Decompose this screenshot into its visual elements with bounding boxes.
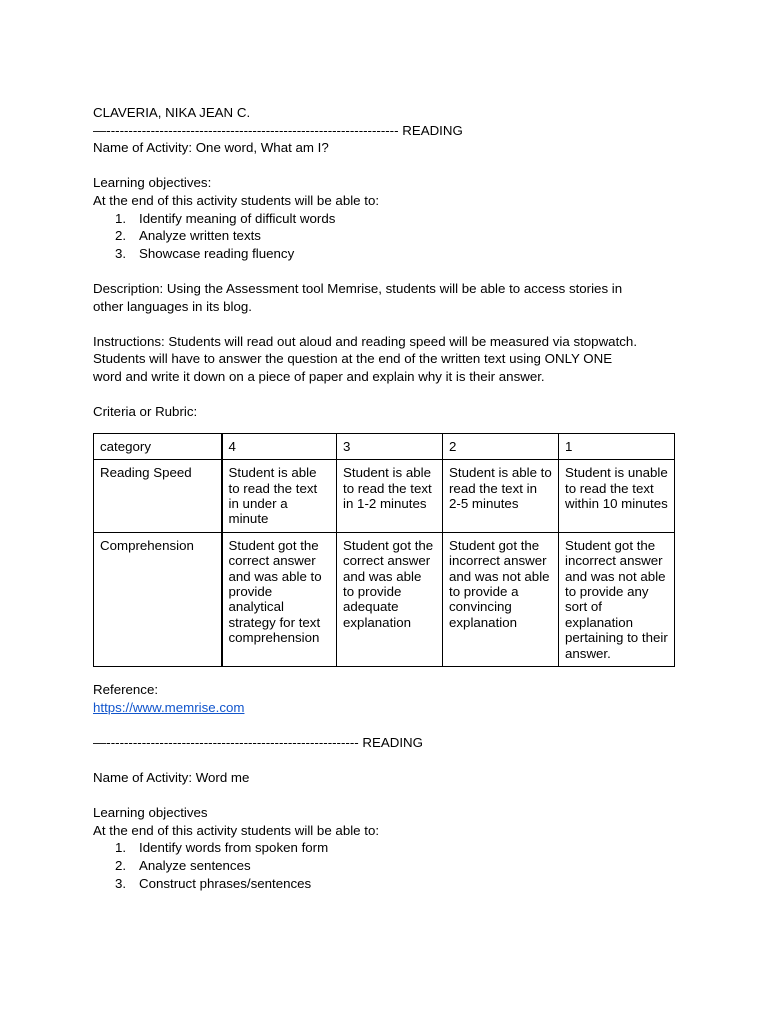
reference-line — [93, 699, 678, 717]
spacer — [93, 262, 678, 280]
spacer — [93, 386, 678, 404]
section-divider-reading: —------------------------------------------------------------------ READING — [93, 122, 463, 138]
table-header-cell: 2 — [443, 433, 559, 459]
table-header-row — [94, 433, 675, 459]
spacer — [93, 157, 678, 175]
list-item — [93, 839, 678, 857]
table-header-cell: category — [94, 433, 222, 459]
table-cell: Student is able to read the text in 2-5 minutes — [443, 460, 559, 533]
description-line: other languages in its blog. — [93, 298, 252, 314]
description-line: Description: Using the Assessment tool Memrise, students will be able to access stories in — [93, 280, 623, 296]
list-text: Construct phrases/sentences — [139, 875, 312, 891]
list-text: Identify meaning of difficult words — [139, 210, 336, 226]
objectives-list — [93, 839, 678, 892]
objectives-heading: Learning objectives: — [93, 175, 212, 191]
list-number: 1. — [115, 210, 127, 226]
student-name: CLAVERIA, NIKA JEAN C. — [93, 105, 251, 120]
instructions-line: Instructions: Students will read out aloud and reading speed will be measured via stopwatch. — [93, 333, 638, 349]
table-cell: Reading Speed — [94, 460, 222, 533]
table-header-cell: 4 — [222, 433, 337, 459]
rubric-heading: Criteria or Rubric: — [93, 404, 198, 420]
table-cell: Student got the correct answer and was able to provide adequate explanation — [337, 532, 443, 666]
list-number: 3. — [115, 245, 127, 261]
table-cell: Student got the correct answer and was able to provide analytical strategy for text comprehension — [222, 532, 337, 666]
list-text: Showcase reading fluency — [139, 245, 295, 261]
table-cell: Student is unable to read the text within 10 minutes — [559, 460, 675, 533]
list-item — [93, 210, 678, 228]
spacer — [93, 716, 678, 734]
objectives-intro: At the end of this activity students will be able to: — [93, 192, 380, 208]
reference-heading: Reference: — [93, 681, 159, 697]
table-cell: Student got the incorrect answer and was not able to provide a convincing explanation — [443, 532, 559, 666]
table-row — [94, 460, 675, 533]
list-number: 2. — [115, 857, 127, 873]
list-text: Analyze sentences — [139, 857, 251, 873]
list-text: Identify words from spoken form — [139, 840, 329, 856]
table-row — [94, 532, 675, 666]
table-cell: Comprehension — [94, 532, 222, 666]
list-item — [93, 857, 678, 875]
table-cell: Student is able to read the text in 1-2 minutes — [337, 460, 443, 533]
list-number: 1. — [115, 840, 127, 856]
list-number: 2. — [115, 228, 127, 244]
objectives-list — [93, 210, 678, 263]
spacer — [93, 787, 678, 805]
spacer — [93, 667, 678, 681]
activity-name: Name of Activity: One word, What am I? — [93, 140, 329, 156]
list-item — [93, 875, 678, 893]
spacer — [93, 315, 678, 333]
list-item — [93, 227, 678, 245]
instructions-line: Students will have to answer the question at the end of the written text using ONLY ONE — [93, 351, 613, 367]
list-text: Analyze written texts — [139, 228, 261, 244]
objectives-intro: At the end of this activity students will be able to: — [93, 822, 380, 838]
list-number: 3. — [115, 875, 127, 891]
objectives-heading: Learning objectives — [93, 805, 208, 821]
table-cell: Student is able to read the text in under a minute — [222, 460, 337, 533]
section-divider-reading: —--------------------------------------------------------- READING — [93, 734, 423, 750]
reference-link[interactable]: https://www.memrise.com — [93, 699, 245, 715]
activity-name: Name of Activity: Word me — [93, 769, 250, 785]
table-header-cell: 3 — [337, 433, 443, 459]
spacer — [93, 751, 678, 769]
rubric-table — [93, 433, 675, 667]
list-item — [93, 245, 678, 263]
table-cell: Student got the incorrect answer and was not able to provide any sort of explanation pertaining to their answer. — [559, 532, 675, 666]
table-header-cell: 1 — [559, 433, 675, 459]
instructions-line: word and write it down on a piece of paper and explain why it is their answer. — [93, 368, 545, 384]
